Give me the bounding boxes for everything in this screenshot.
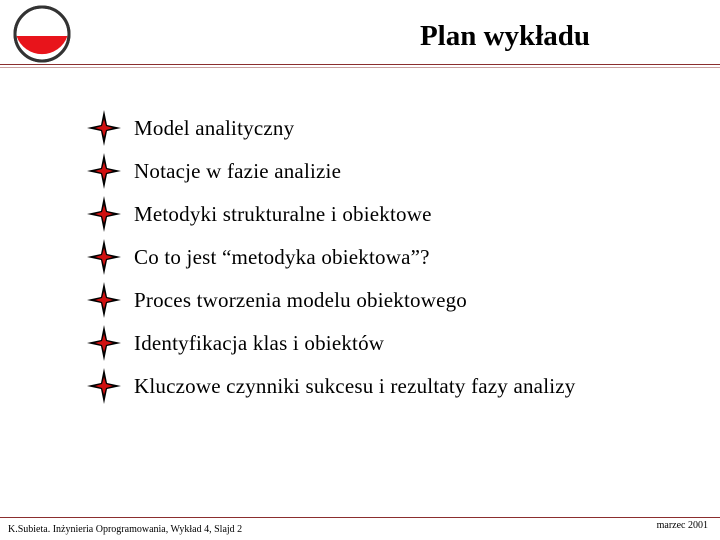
list-item xyxy=(86,278,575,321)
list-item xyxy=(86,364,575,407)
header-divider-secondary xyxy=(0,67,720,68)
list-item-label: Co to jest “metodyka obiektowa”? xyxy=(134,244,430,269)
list-item xyxy=(86,149,575,192)
list-item xyxy=(86,106,575,149)
four-point-star-icon xyxy=(86,324,122,362)
four-point-star-icon xyxy=(86,109,122,147)
agenda-list xyxy=(86,106,575,407)
four-point-star-icon xyxy=(86,367,122,405)
four-point-star-icon xyxy=(86,195,122,233)
list-item-label: Kluczowe czynniki sukcesu i rezultaty fazy analizy xyxy=(134,373,576,398)
list-item xyxy=(86,321,575,364)
list-item-label: Identyfikacja klas i obiektów xyxy=(134,330,385,355)
footer-divider xyxy=(0,517,720,518)
footer-date: marzec 2001 xyxy=(656,520,708,531)
header-divider xyxy=(0,64,720,65)
page-title-text: Plan wykładu xyxy=(419,20,591,52)
list-item-label: Model analityczny xyxy=(134,115,295,140)
page-title xyxy=(0,16,700,56)
list-item-label: Proces tworzenia modelu obiektowego xyxy=(134,287,467,312)
list-item xyxy=(86,192,575,235)
four-point-star-icon xyxy=(86,152,122,190)
footer-source: K.Subieta. Inżynieria Oprogramowania, Wykład 4, Slajd 2 xyxy=(8,524,243,535)
list-item-label: Notacje w fazie analizie xyxy=(134,158,342,183)
list-item xyxy=(86,235,575,278)
four-point-star-icon xyxy=(86,281,122,319)
list-item-label: Metodyki strukturalne i obiektowe xyxy=(134,201,432,226)
four-point-star-icon xyxy=(86,238,122,276)
